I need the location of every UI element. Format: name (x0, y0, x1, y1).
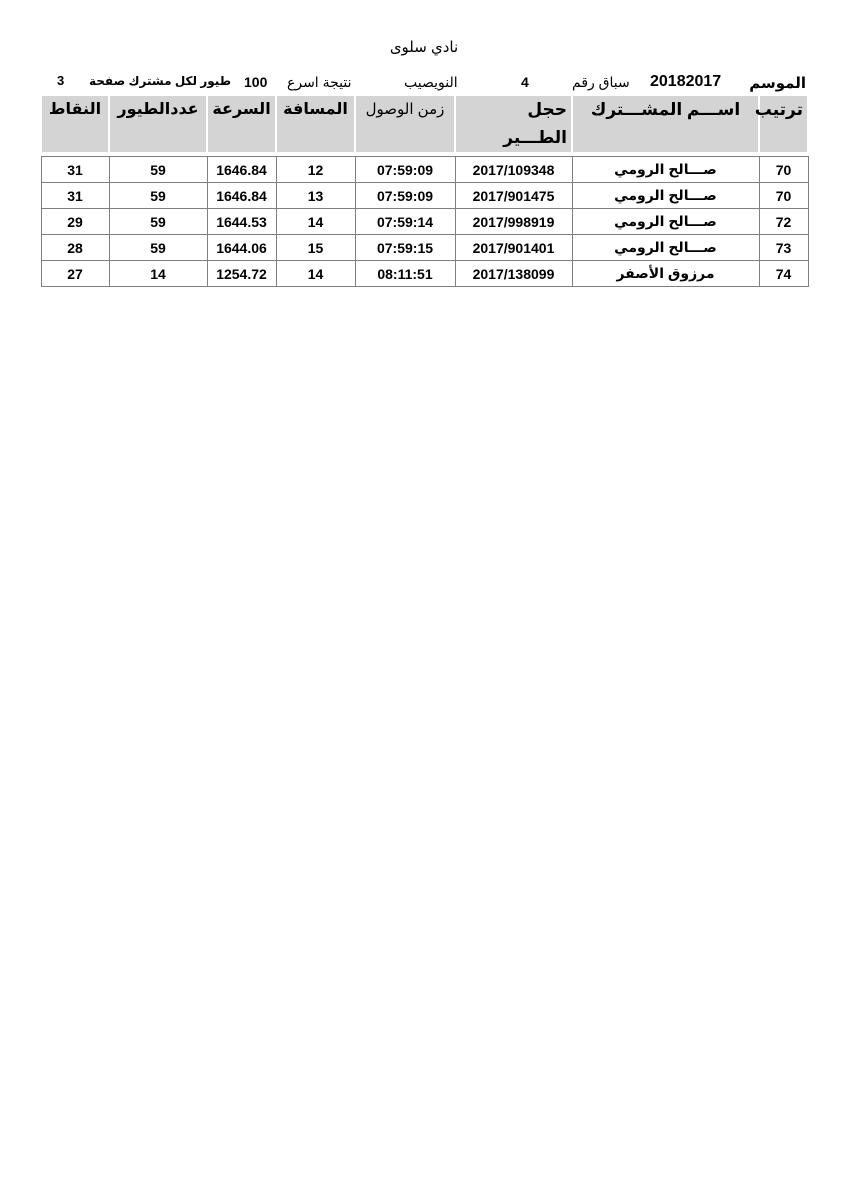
table-row (41, 183, 808, 209)
cell-speed: 1644.53 (207, 209, 276, 235)
cell-birds: 59 (109, 209, 207, 235)
cell-points: 31 (41, 157, 109, 183)
table-row (41, 261, 808, 287)
cell-points: 27 (41, 261, 109, 287)
cell-speed: 1646.84 (207, 183, 276, 209)
table-row (41, 235, 808, 261)
cell-ring: 2017/998919 (455, 209, 572, 235)
cell-rank: 72 (759, 209, 808, 235)
cell-name: صـــالح الرومي (572, 235, 759, 261)
cell-speed: 1644.06 (207, 235, 276, 261)
cell-speed: 1646.84 (207, 157, 276, 183)
table-row (41, 157, 808, 183)
cell-arrival: 08:11:51 (355, 261, 455, 287)
header-ring: حجل الطـــير (455, 96, 572, 152)
cell-name: صـــالح الرومي (572, 183, 759, 209)
cell-ring: 2017/901475 (455, 183, 572, 209)
birds-per-member-label: طيور لكل مشترك صفحة (89, 74, 231, 88)
cell-ring: 2017/138099 (455, 261, 572, 287)
results-table (40, 96, 809, 287)
cell-rank: 70 (759, 183, 808, 209)
cell-birds: 59 (109, 183, 207, 209)
cell-points: 28 (41, 235, 109, 261)
header-distance: المسافة (276, 96, 355, 152)
cell-arrival: 07:59:09 (355, 157, 455, 183)
cell-birds: 14 (109, 261, 207, 287)
cell-arrival: 07:59:09 (355, 183, 455, 209)
cell-name: صـــالح الرومي (572, 157, 759, 183)
race-label: سباق رقم (572, 74, 630, 90)
result-label: نتيجة اسرع (287, 74, 352, 90)
cell-birds: 59 (109, 235, 207, 261)
header-points: النقاط (41, 96, 109, 152)
header-speed: السرعة (207, 96, 276, 152)
cell-arrival: 07:59:15 (355, 235, 455, 261)
cell-ring: 2017/901401 (455, 235, 572, 261)
header-row (41, 96, 808, 152)
header-name: اســـم المشـــترك (572, 96, 759, 152)
cell-ring: 2017/109348 (455, 157, 572, 183)
cell-rank: 74 (759, 261, 808, 287)
table-row (41, 209, 808, 235)
cell-arrival: 07:59:14 (355, 209, 455, 235)
cell-points: 31 (41, 183, 109, 209)
page-number: 3 (57, 73, 65, 88)
cell-rank: 73 (759, 235, 808, 261)
cell-rank: 70 (759, 157, 808, 183)
club-title: نادي سلوى (389, 39, 459, 56)
cell-distance: 12 (276, 157, 355, 183)
cell-name: صـــالح الرومي (572, 209, 759, 235)
cell-distance: 15 (276, 235, 355, 261)
birds-count: 100 (244, 74, 268, 90)
cell-name: مرزوق الأصفر (572, 261, 759, 287)
header-arrival: زمن الوصول (355, 96, 455, 152)
race-name: النويصيب (404, 74, 458, 90)
cell-distance: 13 (276, 183, 355, 209)
cell-birds: 59 (109, 157, 207, 183)
cell-speed: 1254.72 (207, 261, 276, 287)
cell-distance: 14 (276, 261, 355, 287)
season-label: الموسم (749, 75, 806, 92)
header-rank: ترتيب (759, 96, 808, 152)
season-value: 20182017 (650, 73, 722, 90)
cell-points: 29 (41, 209, 109, 235)
cell-distance: 14 (276, 209, 355, 235)
race-number: 4 (521, 74, 529, 90)
header-birds: عددالطيور (109, 96, 207, 152)
